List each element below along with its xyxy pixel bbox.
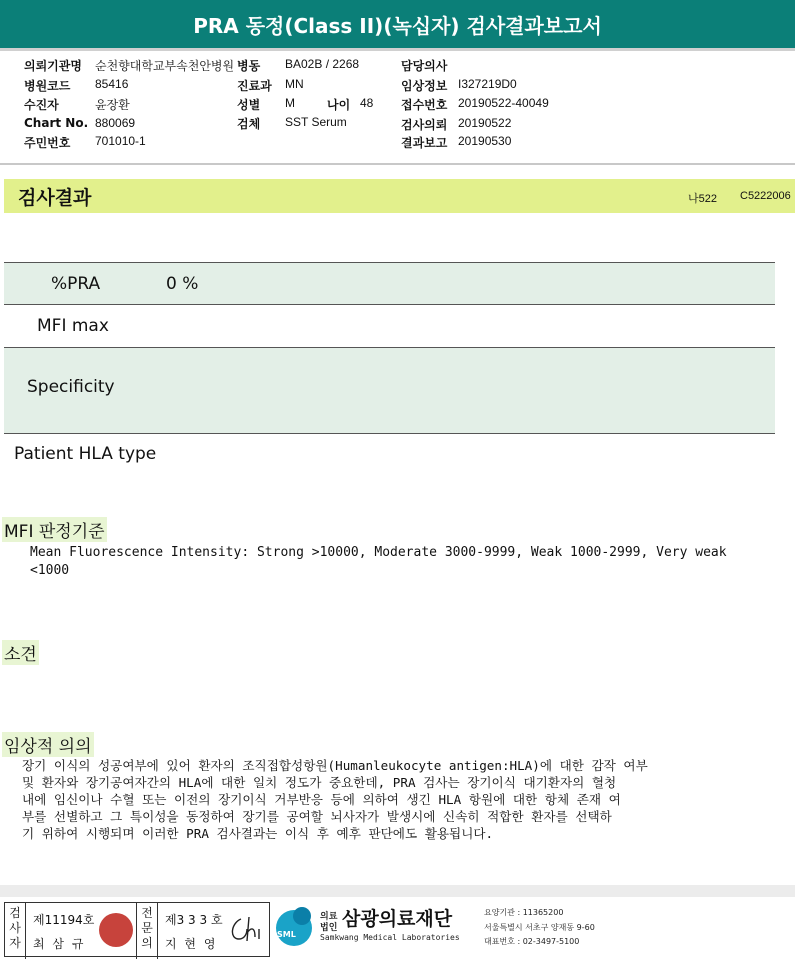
info-label-patient: 수진자: [24, 98, 59, 112]
info-label-department: 진료과: [237, 79, 272, 93]
specialist-license: 제3 3 3 호: [165, 913, 223, 927]
info-label-receipt-no: 접수번호: [401, 98, 448, 112]
org-logo: [270, 900, 795, 960]
org-line-2: 서울특별시 서초구 양재동 9-60: [484, 923, 595, 932]
result-code-1: 나522: [688, 193, 717, 205]
clinical-line-1: 장기 이식의 성공여부에 있어 환자의 조직접합성항원(Humanleukocyte antigen:HLA)에 대한 감작 여부: [22, 758, 648, 773]
findings-title: 소견: [2, 640, 39, 665]
clinical-line-2: 및 환자와 장기공여자간의 HLA에 대한 일치 정도가 중요한데, PRA 검사는 장기이식 대기환자의 혈청: [22, 775, 617, 790]
result-title: 검사결과: [18, 187, 92, 209]
info-value-request-date: 20190522: [458, 116, 512, 130]
org-line-3: 대표번호 : 02-3497-5100: [484, 937, 580, 946]
info-label-institution: 의뢰기관명: [24, 59, 82, 73]
info-label-sex: 성별: [237, 98, 261, 112]
info-label-ward: 병동: [237, 59, 261, 73]
header-divider: [0, 163, 795, 165]
pra-label: %PRA: [51, 274, 101, 294]
examiner-seal: [99, 913, 133, 947]
info-label-resident-no: 주민번호: [24, 136, 71, 150]
examiner-license: 제11194호: [33, 913, 95, 927]
result-header: [4, 179, 795, 213]
org-line-1: 요양기관 : 11365200: [484, 908, 564, 917]
info-label-clinical-info: 임상정보: [401, 79, 448, 93]
info-label-hospital-code: 병원코드: [24, 79, 71, 93]
specialist-label: 전 문 의: [136, 903, 158, 959]
examiner-label: 검 사 자: [5, 903, 26, 959]
result-code-2: C5222006: [740, 190, 791, 202]
examiner-name: 최 삼 규: [33, 937, 86, 951]
report-title: PRA 동정(Class II)(녹십자) 검사결과보고서: [193, 14, 602, 38]
clinical-text: [22, 757, 782, 842]
clinical-title: 임상적 의의: [2, 732, 94, 757]
row-pra: [4, 262, 775, 305]
sml-logo-icon: [272, 904, 316, 948]
info-value-receipt-no: 20190522-40049: [458, 96, 549, 110]
org-prefix-top: 의료: [320, 912, 338, 922]
mfi-criteria-line-2: <1000: [30, 563, 70, 578]
clinical-line-5: 기 위하여 시행되며 이러한 PRA 검사결과는 이식 후 예후 판단에도 활용됩니다.: [22, 826, 494, 841]
info-label-request-date: 검사의뢰: [401, 118, 448, 132]
info-label-report-date: 결과보고: [401, 136, 448, 150]
signature-box: [4, 902, 270, 957]
row-mfi-max: [4, 304, 775, 347]
info-label-age: 나이: [327, 98, 351, 112]
pra-value: 0 %: [166, 274, 199, 294]
result-table: [4, 262, 775, 434]
info-value-ward: BA02B / 2268: [285, 57, 360, 71]
info-value-institution: 순천향대학교부속천안병원: [95, 59, 235, 73]
info-value-resident-no: 701010-1: [95, 134, 146, 148]
info-value-department: MN: [285, 77, 304, 91]
patient-info: [0, 0, 795, 160]
info-value-sex: M: [285, 96, 295, 110]
clinical-line-3: 내에 임신이나 수혈 또는 이전의 장기이식 거부반응 등에 의하여 생긴 HLA 항원에 대한 항체 존재 여: [22, 792, 621, 807]
info-value-clinical-info: I327219D0: [458, 77, 517, 91]
info-value-patient: 윤장환: [95, 98, 130, 112]
org-english: Samkwang Medical Laboratories: [320, 933, 460, 942]
org-prefix-bottom: 법인: [320, 923, 338, 933]
row-specificity: [4, 347, 775, 434]
info-label-chart-no: Chart No.: [24, 116, 89, 130]
info-label-specimen: 검체: [237, 117, 261, 131]
specificity-label: Specificity: [27, 377, 115, 397]
info-label-physician: 담당의사: [401, 59, 448, 73]
info-value-report-date: 20190530: [458, 134, 512, 148]
mfi-criteria-title: MFI 판정기준: [2, 517, 107, 542]
specialist-name: 지 현 영: [165, 937, 218, 951]
info-value-age: 48: [360, 96, 374, 110]
logo-text: SML: [277, 930, 296, 939]
mfi-max-label: MFI max: [37, 316, 109, 336]
info-value-chart-no: 880069: [95, 116, 136, 130]
info-value-specimen: SST Serum: [285, 115, 347, 129]
footer-divider: [0, 885, 795, 897]
mfi-criteria-line-1: Mean Fluorescence Intensity: Strong >10000, Moderate 3000-9999, Weak 1000-2999, Very weak: [30, 545, 727, 560]
clinical-line-4: 부를 선별하고 그 특이성을 동정하여 장기를 공여할 뇌사자가 발생시에 신속히 적합한 환자를 선택하: [22, 809, 612, 824]
info-value-hospital-code: 85416: [95, 77, 129, 91]
specialist-signature: [227, 913, 265, 947]
patient-hla-label: Patient HLA type: [14, 444, 157, 464]
org-name: 삼광의료재단: [342, 908, 453, 930]
